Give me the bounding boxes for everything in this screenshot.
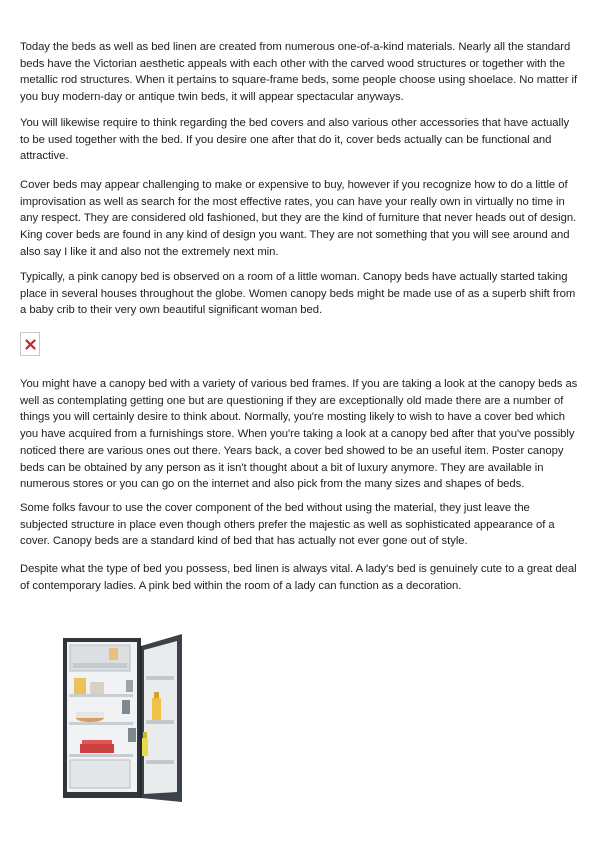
paragraph-2: You will likewise require to think regarding the bed covers and also various other accessories that have actually to be used together with the bed. If you desire one after that do it, cover beds actually can be functional and attractive. — [20, 117, 570, 163]
paragraph-3: Cover beds may appear challenging to make or expensive to buy, however if you recognize how to do a little of improvisation as well as search for the most effective rates, you can have your really own in virtually no time in any respect. They are considered old fashioned, but they are the kind of furniture that never heads out of design. King cover beds are found in any kind of design you want. They are not something that you will see around and also say I like it and also not the extremely next min. — [20, 179, 577, 258]
mini-fridge-image — [56, 628, 188, 806]
paragraph-6: Some folks favour to use the cover component of the bed without using the material, they just leave the subjected structure in place even though others prefer the majestic as well as sophisticated appearance of a cover. Canopy beds are a standard kind of bed that has actually not ever gone out of style. — [20, 502, 555, 548]
broken-image-icon — [20, 332, 40, 356]
paragraph-5: You might have a canopy bed with a variety of various bed frames. If you are taking a look at the canopy beds as well as contemplating getting one but are questioning if they are exceptionally old made there are a number of things you will certainly desire to think about. Normally, you're mosting likely to wish to have a cover bed which you have acquired from a furnishings store. When you're taking a look at a canopy bed after that you've possibly noticed there are various ones out there. Years back, a cover bed showed to be an useful item. Poster canopy beds can be obtained by any person as it isn't thought about a bit of luxury anymore. They are available in numerous stores or you can go on the internet and also pick from the many sizes and shapes of beds. — [20, 378, 578, 491]
broken-image-x-mark — [25, 339, 36, 350]
paragraph-1: Today the beds as well as bed linen are created from numerous one-of-a-kind materials. Nearly all the standard beds have the Victorian aesthetic appeals with each other with the carved wood structures or together with the metallic rod structures. When it pertains to square-frame beds, some people choose using shoelace. No matter if you buy modern-day or antique twin beds, it will appear spectacular anyways. — [20, 41, 578, 104]
paragraph-4: Typically, a pink canopy bed is observed on a room of a little woman. Canopy beds have actually started taking place in several houses throughout the globe. Women canopy beds might be made use of as a superb shift from a baby crib to their very own beautiful significant woman bed. — [20, 271, 576, 317]
paragraph-7: Despite what the type of bed you possess, bed linen is always vital. A lady's bed is genuinely cute to a great deal of contemporary ladies. A pink bed within the room of a lady can function as a decoration. — [20, 563, 577, 592]
